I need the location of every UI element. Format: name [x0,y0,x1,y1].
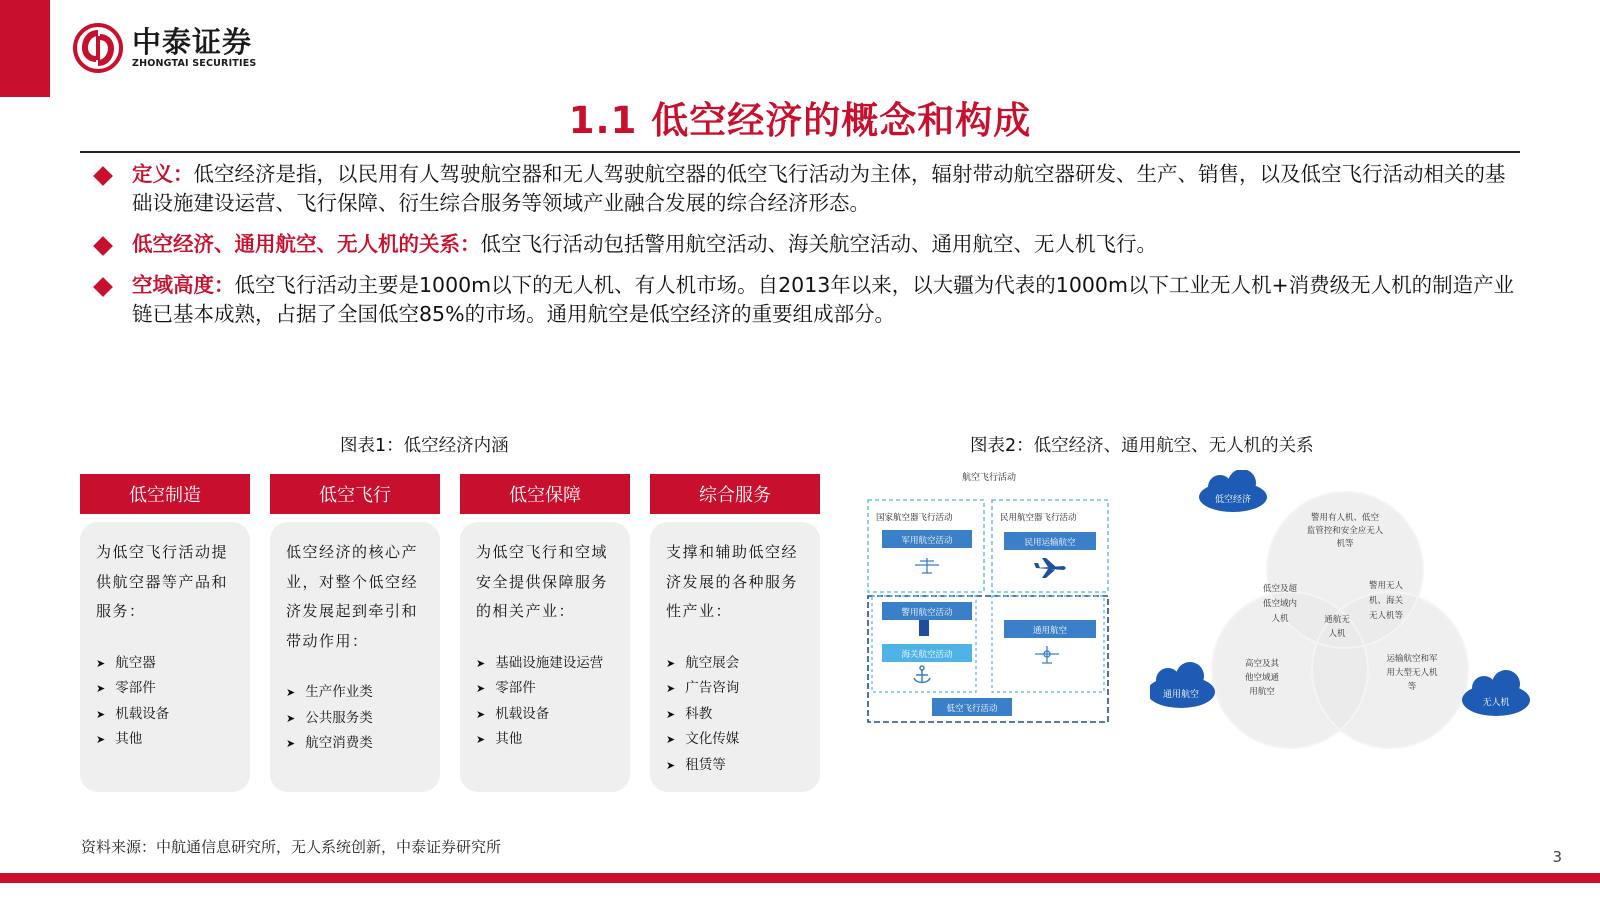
column-list [476,651,618,753]
state-group-label: 国家航空器飞行活动 [876,513,953,523]
military-plane-icon [915,558,939,573]
list-item: ➤ 航空展会 [666,651,808,677]
light-aircraft-icon [1035,646,1059,663]
list-item: ➤ 基础设施建设运营 [476,651,618,677]
venn-left-mid-line: 低空及超 [1262,584,1298,594]
arrow-bullet-icon: ➤ [286,686,296,699]
venn-bottom-right-line: 用大型无人机 [1386,668,1438,678]
svg-text:通用航空: 通用航空 [1032,626,1068,636]
arrow-bullet-icon: ➤ [96,733,106,746]
brand-name-cn: 中泰证券 [132,25,253,59]
figure2-caption: 图表2：低空经济、通用航空、无人机的关系 [970,436,1314,456]
anchor-icon [914,666,930,683]
bullet-text: 低空飞行活动主要是1000m以下的无人机、有人机市场。自2013年以来，以大疆为代表的1000m以下工业无人机+消费级无人机的制造产业链已基本成熟，占据了全国低空85%的市场。通用航空是低空经济的重要组成部分。 [132,273,1515,326]
diamond-bullet-icon [93,166,113,186]
arrow-bullet-icon: ➤ [476,656,486,670]
figure1-column [460,474,630,792]
svg-text:警用航空活动: 警用航空活动 [901,608,953,618]
bullet-term: 定义： [132,162,194,186]
header-red-bar [0,0,50,97]
figure1-column [80,474,250,792]
brand-logo [72,22,256,74]
column-header: 低空飞行 [270,474,440,514]
arrow-bullet-icon: ➤ [476,707,486,721]
svg-text:低空飞行活动: 低空飞行活动 [946,704,998,714]
list-item: ➤ 公共服务类 [286,706,428,732]
list-item: ➤ 生产作业类 [286,680,428,706]
column-header: 低空保障 [460,474,630,514]
figure1-column [270,474,440,792]
column-list [96,651,238,753]
arrow-bullet-icon: ➤ [666,758,676,772]
page-title: 1.1 低空经济的概念和构成 [568,99,1032,142]
venn-right-mid-line: 警用无人 [1368,581,1404,591]
bullet-item [90,271,1520,329]
arrow-bullet-icon: ➤ [666,682,676,695]
airliner-icon [1034,558,1066,578]
list-item: ➤ 租赁等 [666,753,808,779]
civil-group-label: 民用航空器飞行活动 [1000,513,1077,523]
bullet-text: 低空经济是指，以民用有人驾驶航空器和无人驾驶航空器的低空飞行活动为主体，辐射带动航空器研发、生产、销售，以及低空飞行活动相关的基础设施建设运营、飞行保障、衍生综合服务等领域产业融合发展的综合经济形态。 [132,162,1506,215]
arrow-bullet-icon: ➤ [96,707,106,721]
page-number: 3 [1552,848,1562,866]
list-item: ➤ 零部件 [96,676,238,702]
svg-text:低空经济: 低空经济 [1214,495,1252,505]
venn-top-line: 机等 [1336,539,1354,549]
column-description: 支撑和辅助低空经济发展的各种服务性产业： [666,543,799,620]
column-list [666,651,808,779]
bullet-list [90,160,1520,341]
venn-right-mid-line: 无人机等 [1368,611,1404,621]
bullet-item [90,230,1520,259]
arrow-bullet-icon: ➤ [96,682,106,695]
column-description: 为低空飞行活动提供航空器等产品和服务： [96,543,229,620]
arrow-bullet-icon: ➤ [666,733,676,746]
arrow-bullet-icon: ➤ [666,707,676,721]
police-building-icon [919,620,929,636]
venn-bottom-left-line: 用航空 [1249,687,1275,697]
venn-top-line: 监管控和安全应无人 [1306,526,1384,536]
arrow-bullet-icon: ➤ [476,682,486,695]
venn-bottom-left-line: 高空及其 [1244,659,1280,669]
arrow-bullet-icon: ➤ [666,656,676,670]
column-description: 低空经济的核心产业，对整个低空经济发展起到牵引和带动作用： [286,543,419,650]
aviation-activity-diagram [862,470,1116,740]
brand-name-en: ZHONGTAI SECURITIES [132,58,257,69]
footer-red-bar [0,873,1600,883]
svg-text:民用运输航空: 民用运输航空 [1024,538,1076,548]
title-divider [80,151,1520,153]
svg-text:通用航空: 通用航空 [1162,690,1200,700]
svg-text:军用航空活动: 军用航空活动 [901,536,953,546]
diamond-bullet-icon [93,277,113,297]
venn-center-line: 人机 [1328,629,1346,639]
bullet-term: 空域高度： [132,273,235,297]
svg-text:无人机: 无人机 [1482,698,1510,708]
venn-bottom-right-line: 等 [1407,682,1417,692]
bullet-text: 低空飞行活动包括警用航空活动、海关航空活动、通用航空、无人机飞行。 [480,232,1157,256]
diamond-bullet-icon [93,236,113,256]
list-item: ➤ 广告咨询 [666,676,808,702]
list-item: ➤ 机载设备 [476,702,618,728]
venn-right-mid-line: 机、海关 [1368,596,1404,606]
list-item: ➤ 航空消费类 [286,731,428,757]
zhongtai-logo-icon [72,22,124,74]
column-header: 综合服务 [650,474,820,514]
venn-diagram [1150,470,1540,760]
arrow-bullet-icon: ➤ [286,737,296,750]
arrow-bullet-icon: ➤ [476,733,486,746]
column-header: 低空制造 [80,474,250,514]
venn-center-line: 通航无 [1324,615,1350,625]
figure1-column [650,474,820,792]
figure1-caption: 图表1：低空经济内涵 [340,436,509,456]
column-description: 为低空飞行和空域安全提供保障服务的相关产业： [476,543,609,620]
list-item: ➤ 其他 [96,727,238,753]
cloud-uav [1462,670,1530,716]
arrow-bullet-icon: ➤ [96,656,106,670]
venn-left-mid-line: 人机 [1271,614,1289,624]
list-item: ➤ 零部件 [476,676,618,702]
cloud-general-aviation [1150,662,1215,708]
svg-text:海关航空活动: 海关航空活动 [901,650,953,660]
venn-top-line: 警用有人机、低空 [1310,513,1380,523]
venn-left-mid-line: 低空域内 [1262,599,1298,609]
venn-bottom-right-line: 运输航空和军 [1386,654,1438,664]
column-list [286,680,428,757]
diagram-title: 航空飞行活动 [962,473,1017,483]
bullet-term: 低空经济、通用航空、无人机的关系： [132,232,481,256]
arrow-bullet-icon: ➤ [286,711,296,725]
source-note: 资料来源：中航通信息研究所，无人系统创新，中泰证券研究所 [81,838,502,856]
list-item: ➤ 科教 [666,702,808,728]
cloud-low-altitude [1199,470,1267,512]
venn-bottom-left-line: 他空域通 [1244,673,1280,683]
bullet-item [90,160,1520,218]
list-item: ➤ 航空器 [96,651,238,677]
list-item: ➤ 文化传媒 [666,727,808,753]
list-item: ➤ 机载设备 [96,702,238,728]
list-item: ➤ 其他 [476,727,618,753]
